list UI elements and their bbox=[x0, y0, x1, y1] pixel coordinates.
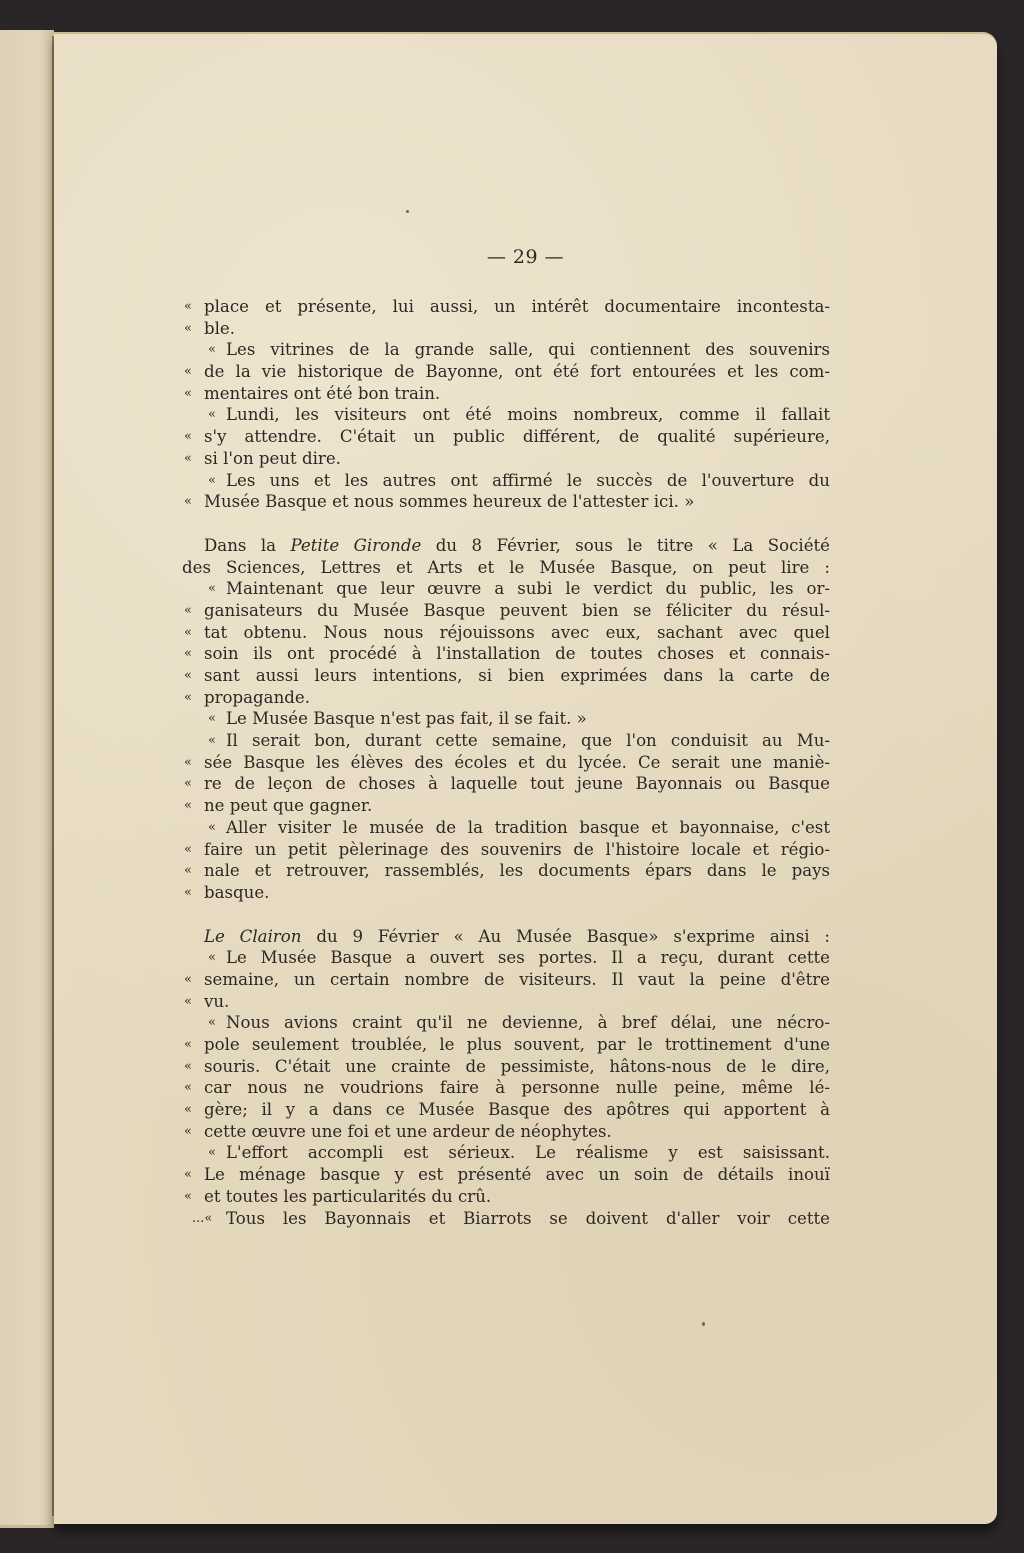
text-segment: sant aussi leurs intentions, si bien exprimées dans la carte de bbox=[204, 666, 830, 685]
text-segment: Le Musée Basque n'est pas fait, il se fait. » bbox=[226, 709, 587, 729]
quoted-paragraph bbox=[182, 339, 830, 404]
text-line bbox=[182, 1034, 830, 1056]
quote-mark: ...« bbox=[192, 1210, 213, 1226]
text-segment: Maintenant que leur œuvre a subi le verdict du public, les or- bbox=[226, 579, 830, 599]
text-line bbox=[182, 361, 830, 383]
facing-page-edge bbox=[0, 30, 54, 1528]
text-line bbox=[182, 404, 830, 426]
text-line bbox=[182, 1186, 830, 1208]
text-segment: Lundi, les visiteurs ont été moins nombreux, comme il fallait bbox=[226, 405, 830, 425]
quote-mark: « bbox=[208, 1015, 216, 1031]
quote-mark: « bbox=[184, 754, 192, 770]
text-segment: gère; il y a dans ce Musée Basque des apôtres qui apportent à bbox=[204, 1100, 830, 1120]
text-segment: pole seulement troublée, le plus souvent, par le trottinement d'une bbox=[204, 1035, 830, 1054]
text-line bbox=[182, 339, 830, 361]
text-segment: Musée Basque et nous sommes heureux de l'attester ici. » bbox=[204, 492, 695, 512]
text-line bbox=[182, 708, 830, 730]
quote-mark: « bbox=[184, 1080, 192, 1096]
quote-mark: « bbox=[184, 646, 192, 662]
text-line bbox=[182, 1121, 830, 1143]
quote-mark: « bbox=[184, 798, 192, 814]
quote-mark: « bbox=[208, 472, 216, 488]
text-line bbox=[182, 296, 830, 318]
quoted-paragraph bbox=[182, 470, 830, 513]
text-segment: Tous les Bayonnais et Biarrots se doivent d'aller voir cette bbox=[226, 1208, 830, 1228]
quote-mark: « bbox=[208, 1145, 216, 1161]
text-line bbox=[182, 491, 830, 513]
text-segment: ne peut que gagner. bbox=[204, 796, 373, 816]
quote-mark: « bbox=[184, 494, 192, 510]
text-segment: car nous ne voudrions faire à personne nulle peine, même lé- bbox=[204, 1078, 830, 1098]
text-line bbox=[182, 383, 830, 405]
text-segment: cette œuvre une foi et une ardeur de néophytes. bbox=[204, 1121, 612, 1141]
text-line bbox=[182, 1099, 830, 1121]
quote-mark: « bbox=[208, 711, 216, 727]
text-line bbox=[182, 1164, 830, 1186]
text-segment: sée Basque les élèves des écoles et du lycée. Ce serait une maniè- bbox=[204, 752, 830, 772]
newspaper-title: Le Clairon bbox=[204, 926, 302, 946]
text-segment: vu. bbox=[204, 991, 230, 1011]
text-segment: place et présente, lui aussi, un intérêt documentaire incontesta- bbox=[204, 297, 830, 316]
quoted-paragraph bbox=[182, 578, 830, 708]
quote-mark: « bbox=[184, 1123, 192, 1139]
text-line bbox=[182, 448, 830, 470]
text-segment: propagande. bbox=[204, 687, 310, 707]
text-line bbox=[182, 947, 830, 969]
quoted-paragraph bbox=[182, 708, 830, 730]
page-number: — 29 — bbox=[486, 246, 565, 268]
text-line bbox=[182, 969, 830, 991]
text-segment: du 8 Février, sous le titre « La Société bbox=[421, 535, 830, 555]
text-segment: souris. C'était une crainte de pessimiste, hâtons-nous de le dire, bbox=[204, 1056, 830, 1076]
paragraph-gap bbox=[182, 904, 830, 926]
text-line bbox=[182, 557, 830, 579]
quote-mark: « bbox=[208, 819, 216, 835]
quote-mark: « bbox=[208, 407, 216, 423]
text-line bbox=[182, 687, 830, 709]
quote-mark: « bbox=[184, 429, 192, 445]
text-segment: re de leçon de choses à laquelle tout jeune Bayonnais ou Basque bbox=[204, 774, 830, 794]
text-segment: faire un petit pèlerinage des souvenirs de l'histoire locale et régio- bbox=[204, 839, 830, 859]
text-segment: Les uns et les autres ont affirmé le succès de l'ouverture du bbox=[226, 470, 830, 490]
text-line bbox=[182, 1208, 830, 1230]
quote-mark: « bbox=[184, 841, 192, 857]
quote-mark: « bbox=[184, 689, 192, 705]
quoted-paragraph bbox=[182, 1142, 830, 1207]
text-segment: basque. bbox=[204, 882, 270, 902]
quote-mark: « bbox=[184, 1058, 192, 1074]
paper-speck bbox=[702, 1322, 705, 1326]
paragraph-gap bbox=[182, 513, 830, 535]
text-segment: Le Musée Basque a ouvert ses portes. Il a reçu, durant cette bbox=[226, 948, 830, 968]
text-line bbox=[182, 578, 830, 600]
quoted-paragraph bbox=[182, 1012, 830, 1142]
quote-mark: « bbox=[184, 624, 192, 640]
quote-mark: « bbox=[184, 450, 192, 466]
text-segment: s'y attendre. C'était un public différent, de qualité supérieure, bbox=[204, 427, 830, 447]
quote-mark: « bbox=[208, 733, 216, 749]
text-line bbox=[182, 817, 830, 839]
quote-mark: « bbox=[184, 320, 192, 336]
text-segment: des Sciences, Lettres et Arts et le Musée Basque, on peut lire : bbox=[182, 557, 830, 577]
quote-mark: « bbox=[184, 602, 192, 618]
quote-mark: « bbox=[184, 1167, 192, 1183]
newspaper-title: Petite Gironde bbox=[290, 535, 422, 555]
quoted-paragraph bbox=[182, 947, 830, 1012]
text-line bbox=[182, 839, 830, 861]
text-line bbox=[182, 318, 830, 340]
quoted-paragraph bbox=[182, 404, 830, 469]
text-segment: Il serait bon, durant cette semaine, que l'on conduisit au Mu- bbox=[226, 731, 830, 751]
text-line bbox=[182, 470, 830, 492]
text-segment: Nous avions craint qu'il ne devienne, à bref délai, une nécro- bbox=[226, 1013, 830, 1033]
quote-mark: « bbox=[184, 1037, 192, 1052]
quote-mark: « bbox=[184, 776, 192, 792]
quote-mark: « bbox=[184, 1102, 192, 1118]
text-segment: ble. bbox=[204, 318, 236, 338]
text-segment: ganisateurs du Musée Basque peuvent bien se féliciter du résul- bbox=[204, 600, 830, 620]
text-line bbox=[182, 730, 830, 752]
quote-mark: « bbox=[184, 993, 192, 1009]
quote-mark: « bbox=[184, 364, 192, 380]
quote-mark: « bbox=[184, 385, 192, 401]
text-segment: tat obtenu. Nous nous réjouissons avec eux, sachant avec quel bbox=[204, 622, 830, 642]
text-segment: si l'on peut dire. bbox=[204, 448, 341, 468]
text-line bbox=[182, 1056, 830, 1078]
text-line bbox=[182, 1012, 830, 1034]
text-segment: semaine, un certain nombre de visiteurs. Il vaut la peine d'être bbox=[204, 969, 830, 989]
narrative-paragraph bbox=[182, 926, 830, 948]
text-segment: mentaires ont été bon train. bbox=[204, 383, 441, 403]
text-line bbox=[182, 882, 830, 904]
quote-mark: « bbox=[208, 581, 216, 597]
quote-mark: « bbox=[184, 863, 192, 879]
text-segment: de la vie historique de Bayonne, ont été fort entourées et les com- bbox=[204, 362, 830, 382]
text-line bbox=[182, 643, 830, 665]
text-line bbox=[182, 773, 830, 795]
body-text bbox=[182, 296, 830, 1229]
quote-mark: « bbox=[184, 668, 192, 683]
text-line bbox=[182, 926, 830, 948]
text-line bbox=[182, 600, 830, 622]
quoted-paragraph bbox=[182, 1208, 830, 1230]
text-line bbox=[182, 860, 830, 882]
text-segment: nale et retrouver, rassemblés, les documents épars dans le pays bbox=[204, 861, 830, 881]
quote-mark: « bbox=[184, 299, 192, 314]
text-line bbox=[182, 535, 830, 557]
text-line bbox=[182, 665, 830, 687]
narrative-paragraph bbox=[182, 535, 830, 578]
text-segment: soin ils ont procédé à l'installation de toutes choses et connais- bbox=[204, 644, 830, 664]
quote-mark: « bbox=[184, 971, 192, 987]
document-page bbox=[54, 32, 997, 1524]
text-segment: L'effort accompli est sérieux. Le réalisme y est saisissant. bbox=[226, 1143, 830, 1163]
quoted-paragraph bbox=[182, 730, 830, 817]
text-segment: Aller visiter le musée de la tradition basque et bayonnaise, c'est bbox=[226, 817, 830, 837]
text-segment: Dans la bbox=[204, 535, 291, 555]
paper-speck bbox=[406, 210, 409, 213]
text-segment: Le ménage basque y est présenté avec un soin de détails inouï bbox=[204, 1165, 830, 1185]
text-line bbox=[182, 795, 830, 817]
quote-mark: « bbox=[184, 884, 192, 900]
quote-mark: « bbox=[184, 1188, 192, 1204]
text-line bbox=[182, 426, 830, 448]
quote-mark: « bbox=[208, 950, 216, 966]
quoted-paragraph bbox=[182, 817, 830, 904]
text-segment: du 9 Février « Au Musée Basque» s'exprime ainsi : bbox=[301, 926, 831, 946]
text-line bbox=[182, 752, 830, 774]
text-line bbox=[182, 622, 830, 644]
text-segment: et toutes les particularités du crû. bbox=[204, 1186, 492, 1206]
text-line bbox=[182, 1142, 830, 1164]
text-line bbox=[182, 1077, 830, 1099]
text-segment: Les vitrines de la grande salle, qui contiennent des souvenirs bbox=[226, 340, 830, 360]
quote-mark: « bbox=[208, 342, 216, 358]
quoted-paragraph bbox=[182, 296, 830, 339]
text-line bbox=[182, 991, 830, 1013]
